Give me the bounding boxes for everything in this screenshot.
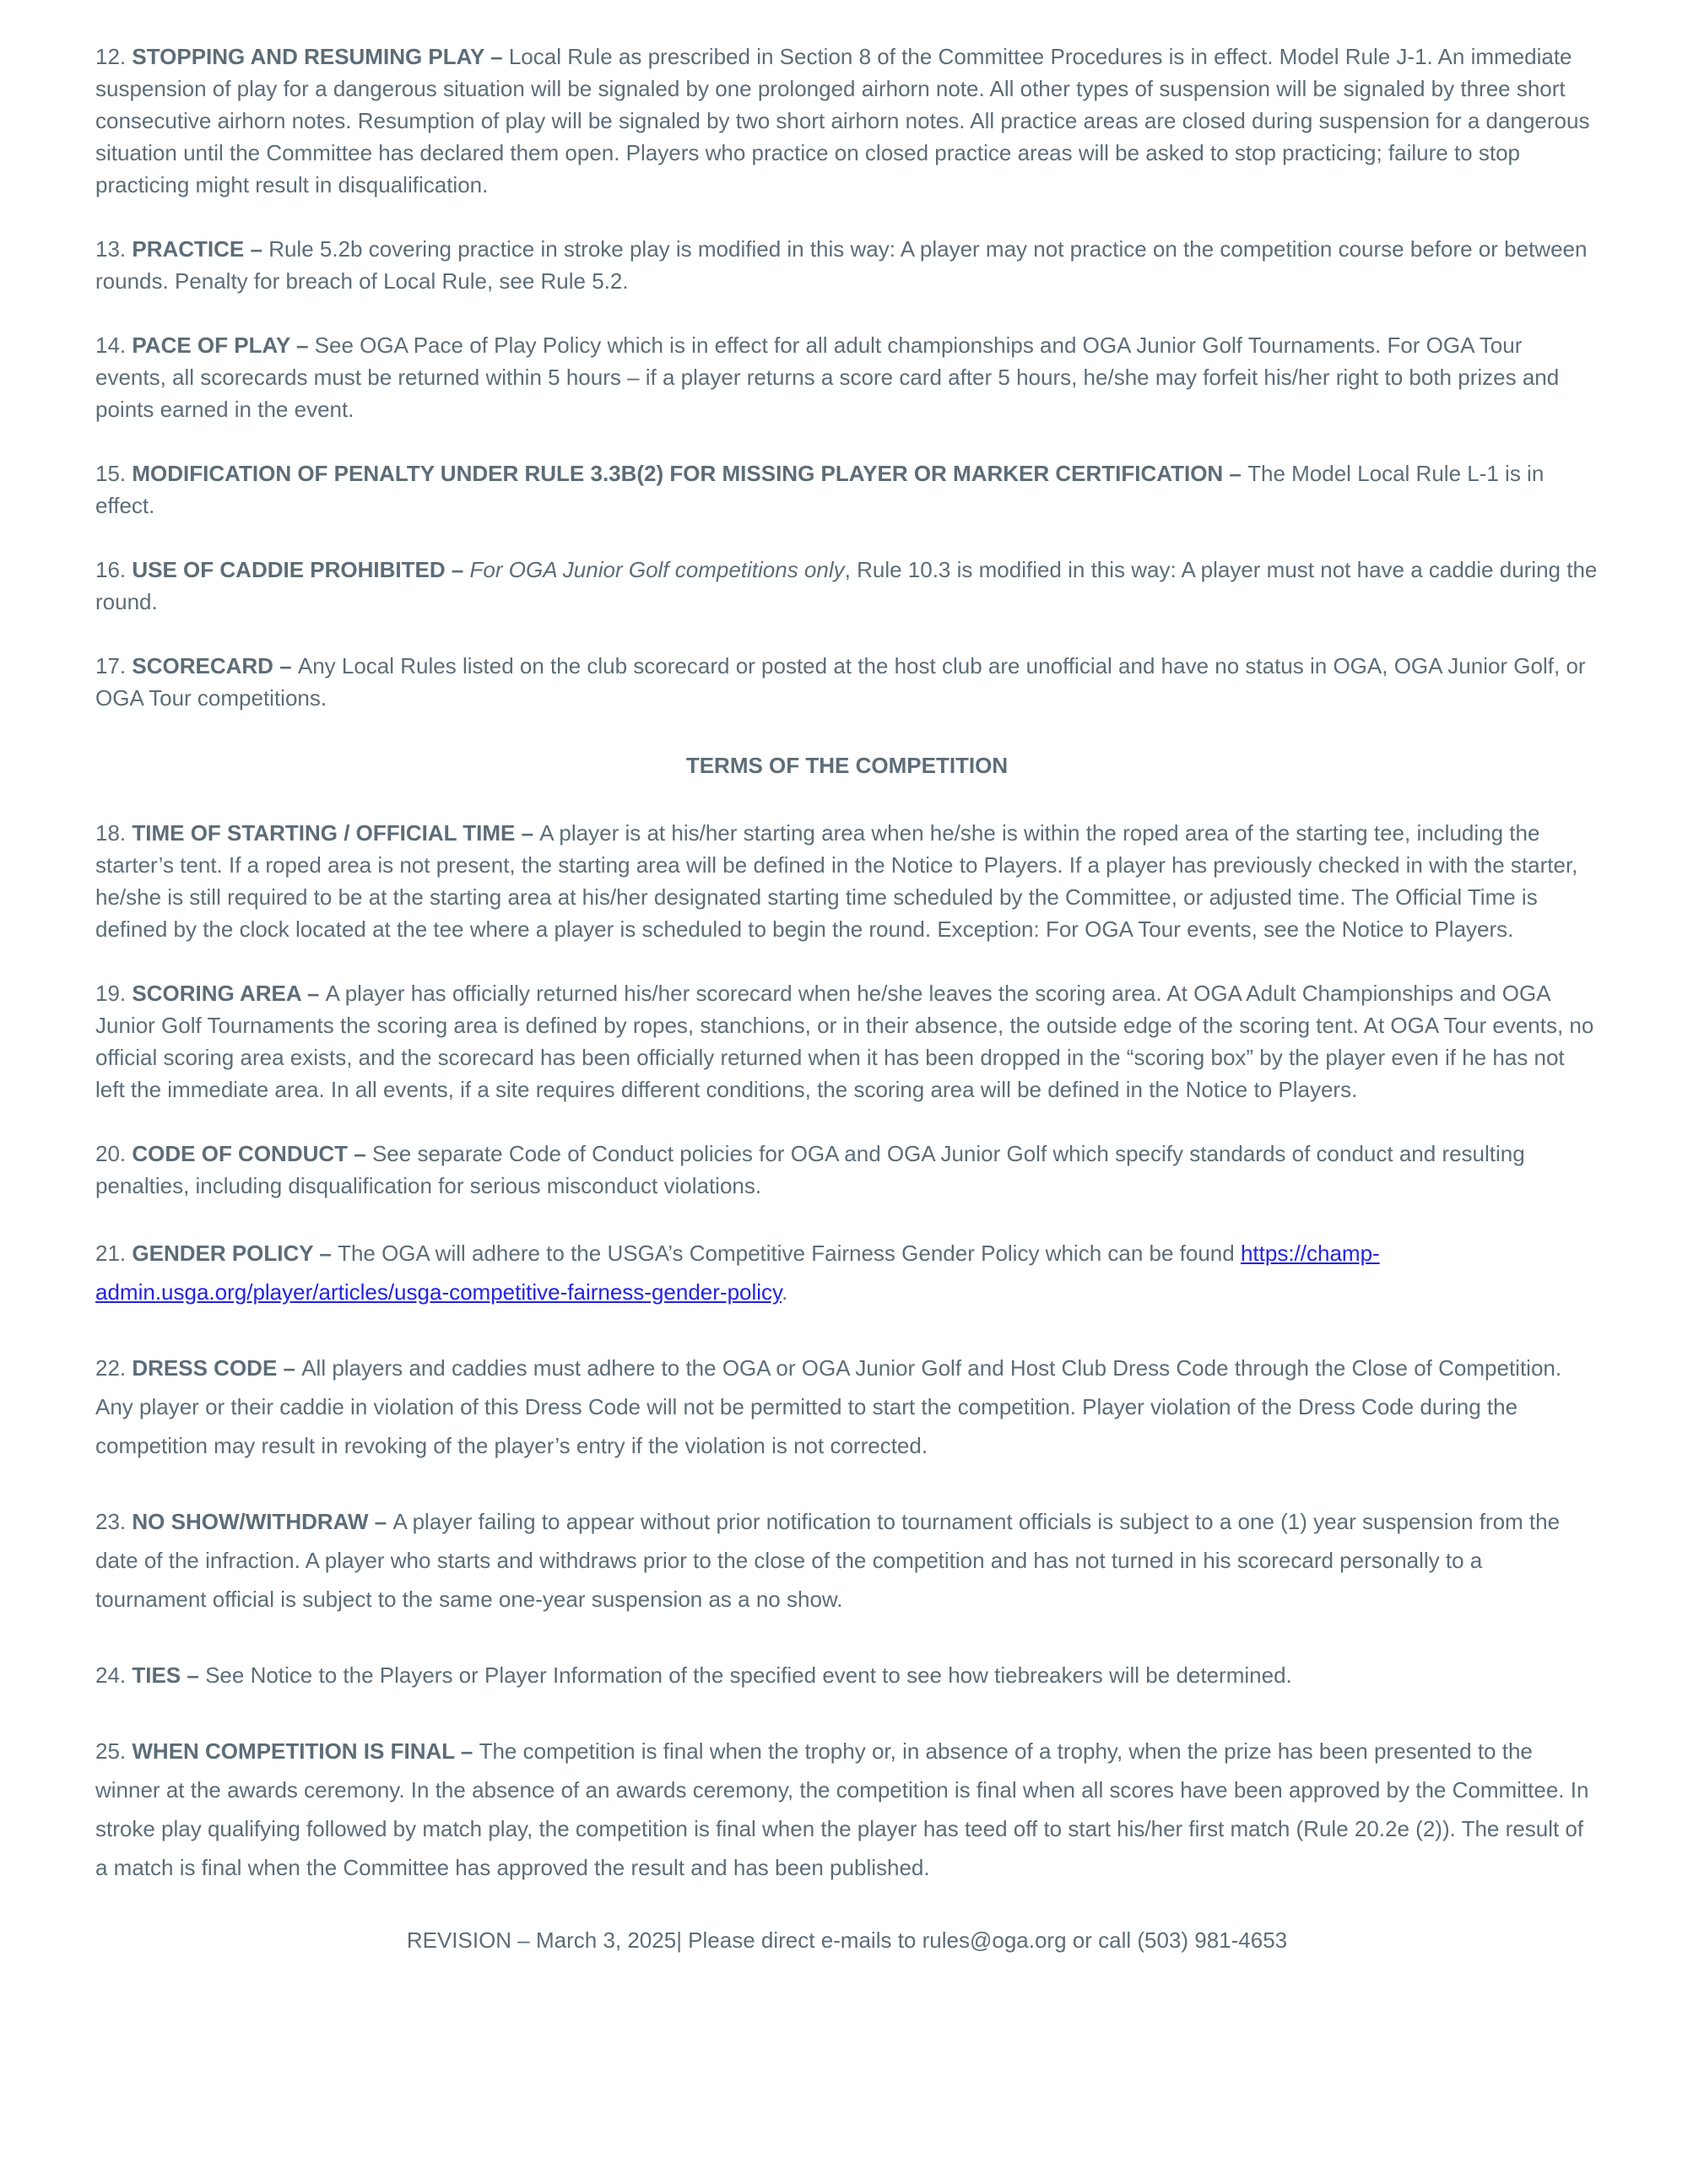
text-segment-bold: DRESS CODE – (132, 1355, 302, 1381)
rule-paragraph-20 (95, 1138, 1599, 1202)
text-segment-bold: WHEN COMPETITION IS FINAL – (132, 1738, 479, 1764)
text-segment-bold: PACE OF PLAY – (132, 332, 315, 358)
text-segment-normal: The competition is final when the trophy or, in absence of a trophy, when the prize has been presented to the winner at the awards ceremony. In the absence of an awards ceremony, the competition is final when all scores have been approved by the Committee. In stroke play qualifying followed by match play, the competition is final when the player has teed off to start his/her first match (Rule 20.2e (2)). The result of a match is final when the Committee has approved the result and has been published. (95, 1738, 1589, 1880)
section-heading: TERMS OF THE COMPETITION (685, 753, 1009, 778)
text-segment-bold: NO SHOW/WITHDRAW – (132, 1509, 393, 1534)
text-segment-normal: See Notice to the Players or Player Information of the specified event to see how tiebreakers will be determined. (205, 1662, 1292, 1688)
rule-paragraph-16 (95, 554, 1599, 618)
text-segment-normal: 25. (95, 1738, 133, 1764)
text-segment-normal: Any Local Rules listed on the club scorecard or posted at the host club are unofficial and have no status in OGA, OGA Junior Golf, or OGA Tour competitions. (95, 653, 1586, 711)
text-segment-normal: The Model Local Rule L-1 is in effect. (95, 461, 1545, 518)
document-body (95, 41, 1599, 1887)
text-segment-normal: 24. (95, 1662, 133, 1688)
text-segment-normal: 19. (95, 981, 133, 1006)
rule-paragraph-22 (95, 1349, 1599, 1465)
rule-paragraph-19 (95, 977, 1599, 1106)
text-segment-normal: 16. (95, 557, 133, 582)
text-segment-normal: 21. (95, 1241, 133, 1266)
text-segment-normal: All players and caddies must adhere to the OGA or OGA Junior Golf and Host Club Dress Code through the Close of Competition. Any player or their caddie in violation of this Dress Code will not be permitted to start the competition. Player violation of the Dress Code during the competition may result in revoking of the player’s entry if the violation is not corrected. (95, 1355, 1562, 1458)
text-segment-normal: 15. (95, 461, 133, 486)
text-segment-bold: PRACTICE – (132, 236, 269, 262)
usga-gender-policy-link[interactable]: https://champ-admin.usga.org/player/articles/usga-competitive-fairness-gender-policy (95, 1241, 1380, 1305)
text-segment-normal: 13. (95, 236, 133, 262)
text-segment-normal: The OGA will adhere to the USGA’s Competitive Fairness Gender Policy which can be found (338, 1241, 1241, 1266)
text-segment-bold: CODE OF CONDUCT – (132, 1141, 372, 1166)
rule-paragraph-24 (95, 1656, 1599, 1695)
text-segment-bold: SCORING AREA – (132, 981, 326, 1006)
text-segment-normal: 23. (95, 1509, 133, 1534)
revision-footer: REVISION – March 3, 2025| Please direct e-mails to rules@oga.org or call (503) 981-4653 (406, 1927, 1288, 1953)
text-segment-normal: 12. (95, 44, 133, 69)
text-segment-italic: For OGA Junior Golf competitions only (469, 557, 845, 582)
rule-paragraph-18 (95, 817, 1599, 945)
rule-paragraph-12 (95, 41, 1599, 201)
text-segment-bold: TIES – (132, 1662, 206, 1688)
text-segment-bold: SCORECARD – (132, 653, 298, 678)
text-segment-normal: A player is at his/her starting area when he/she is within the roped area of the starting tee, including the starter’s tent. If a roped area is not present, the starting area will be defined in the Notice to Players. If a player has previously checked in with the starter, he/she is still required to be at the starting area at his/her designated starting time scheduled by the Committee, or adjusted time. The Official Time is defined by the clock located at the tee where a player is scheduled to begin the round. Exception: For OGA Tour events, see the Notice to Players. (95, 820, 1578, 942)
text-segment-bold: USE OF CADDIE PROHIBITED – (132, 557, 470, 582)
rule-paragraph-21 (95, 1234, 1599, 1311)
text-segment-normal: , Rule 10.3 is modified in this way: A player must not have a caddie during the round. (95, 557, 1598, 614)
text-segment-normal: A player failing to appear without prior notification to tournament officials is subject to a one (1) year suspension from the date of the infraction. A player who starts and withdraws prior to the close of the competition and has not turned in his scorecard personally to a tournament official is subject to the same one-year suspension as a no show. (95, 1509, 1561, 1612)
rule-paragraph-23 (95, 1502, 1599, 1619)
text-segment-normal: . (782, 1279, 788, 1305)
rule-paragraph-25 (95, 1732, 1599, 1887)
text-segment-normal: A player has officially returned his/her scorecard when he/she leaves the scoring area. At OGA Adult Championships and OGA Junior Golf Tournaments the scoring area is defined by ropes, stanchions, or in their absence, the outside edge of the scoring tent. At OGA Tour events, no official scoring area exists, and the scorecard has been officially returned when it has been dropped in the “scoring box” by the player even if he has not left the immediate area. In all events, if a site requires different conditions, the scoring area will be defined in the Notice to Players. (95, 981, 1594, 1102)
text-segment-bold: TIME OF STARTING / OFFICIAL TIME – (132, 820, 540, 846)
text-segment-normal: 22. (95, 1355, 133, 1381)
text-segment-bold: MODIFICATION OF PENALTY UNDER RULE 3.3B(2) FOR MISSING PLAYER OR MARKER CERTIFICATION – (132, 461, 1248, 486)
text-segment-normal: 14. (95, 332, 133, 358)
text-segment-normal: Local Rule as prescribed in Section 8 of the Committee Procedures is in effect. Model Rule J-1. An immediate suspension of play for a dangerous situation will be signaled by one prolonged airhorn note. All other types of suspension will be signaled by three short consecutive airhorn notes. Resumption of play will be signaled by two short airhorn notes. All practice areas are closed during suspension for a dangerous situation until the Committee has declared them open. Players who practice on closed practice areas will be asked to stop practicing; failure to stop practicing might result in disqualification. (95, 44, 1590, 197)
text-segment-bold: GENDER POLICY – (132, 1241, 338, 1266)
rule-paragraph-14 (95, 329, 1599, 425)
rule-paragraph-15 (95, 457, 1599, 522)
text-segment-normal: 18. (95, 820, 133, 846)
text-segment-normal: See OGA Pace of Play Policy which is in effect for all adult championships and OGA Junior Golf Tournaments. For OGA Tour events, all scorecards must be returned within 5 hours – if a player returns a score card after 5 hours, he/she may forfeit his/her right to both prizes and points earned in the event. (95, 332, 1560, 422)
text-segment-normal: 17. (95, 653, 133, 678)
text-segment-bold: STOPPING AND RESUMING PLAY – (132, 44, 509, 69)
rule-paragraph-13 (95, 233, 1599, 297)
text-segment-normal: Rule 5.2b covering practice in stroke play is modified in this way: A player may not practice on the competition course before or between rounds. Penalty for breach of Local Rule, see Rule 5.2. (95, 236, 1588, 294)
text-segment-normal: See separate Code of Conduct policies for OGA and OGA Junior Golf which specify standards of conduct and resulting penalties, including disqualification for serious misconduct violations. (95, 1141, 1525, 1198)
text-segment-normal: 20. (95, 1141, 133, 1166)
rule-paragraph-17 (95, 650, 1599, 714)
